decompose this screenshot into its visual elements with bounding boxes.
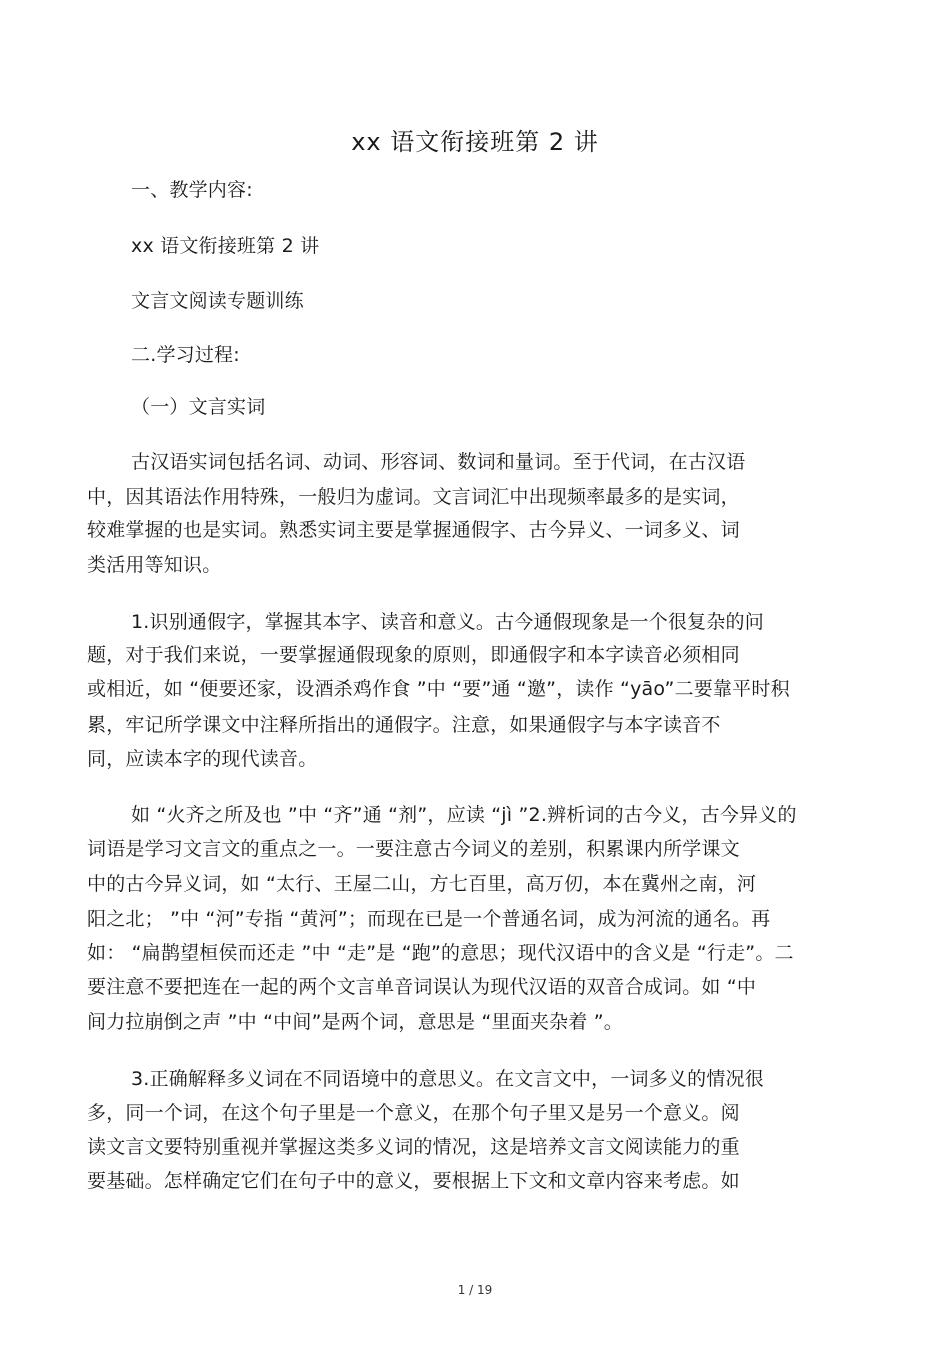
paragraph-line: 中，因其语法作用特殊，一般归为虚词。文言词汇中出现频率最多的是实词， <box>87 486 740 508</box>
paragraph-line: 3.正确解释多义词在不同语境中的意思义。在文言文中，一词多义的情况很 <box>131 1068 764 1090</box>
page-title: xx 语文衔接班第 2 讲 <box>351 128 599 156</box>
paragraph-line: 读文言文要特别重视并掌握这类多义词的情况，这是培养文言文阅读能力的重 <box>87 1136 740 1158</box>
paragraph-line: 中的古今异义词，如 “太行、王屋二山，方七百里，高万仞，本在冀州之南，河 <box>87 873 757 895</box>
paragraph-line: 题，对于我们来说，一要掌握通假现象的原则，即通假字和本字读音必须相同 <box>87 644 740 666</box>
paragraph-line: 类活用等知识。 <box>87 554 222 576</box>
lesson-name: xx 语文衔接班第 2 讲 <box>131 235 320 257</box>
paragraph-line: 词语是学习文言文的重点之一。一要注意古今词义的差别，积累课内所学课文 <box>87 838 740 860</box>
paragraph-line: 阳之北； ”中 “河”专指 “黄河”；而现在已是一个普通名词，成为河流的通名。再 <box>87 908 771 930</box>
section-heading-process: 二.学习过程: <box>131 344 240 366</box>
paragraph-line: 多，同一个词，在这个句子里是一个意义，在那个句子里又是另一个意义。阅 <box>87 1102 740 1124</box>
paragraph-line: 累，牢记所学课文中注释所指出的通假字。注意，如果通假字与本字读音不 <box>87 714 721 736</box>
paragraph-line: 如： “扁鹊望桓侯而还走 ”中 “走”是 “跑”的意思；现代汉语中的含义是 “行走”。二 <box>87 942 794 964</box>
lesson-topic: 文言文阅读专题训练 <box>131 290 304 312</box>
page-number: 1 / 19 <box>457 1283 493 1297</box>
subsection-heading: （一）文言实词 <box>131 396 266 418</box>
paragraph-line: 同，应读本字的现代读音。 <box>87 748 318 770</box>
paragraph-line: 要基础。怎样确定它们在句子中的意义，要根据上下文和文章内容来考虑。如 <box>87 1170 740 1192</box>
section-heading-content: 一、教学内容: <box>131 179 253 201</box>
paragraph-line: 1.识别通假字，掌握其本字、读音和意义。古今通假现象是一个很复杂的问 <box>131 611 764 633</box>
paragraph-line: 要注意不要把连在一起的两个文言单音词误认为现代汉语的双音合成词。如 “中 <box>87 976 757 998</box>
paragraph-line: 古汉语实词包括名词、动词、形容词、数词和量词。至于代词，在古汉语 <box>131 451 746 473</box>
paragraph-line: 间力拉崩倒之声 ”中 “中间”是两个词，意思是 “里面夹杂着 ”。 <box>87 1011 623 1033</box>
paragraph-line: 较难掌握的也是实词。熟悉实词主要是掌握通假字、古今异义、一词多义、词 <box>87 519 740 541</box>
paragraph-line: 如 “火齐之所及也 ”中 “齐”通 “剂”，应读 “jì ”2.辨析词的古今义，古今异义的 <box>131 804 797 826</box>
paragraph-line: 或相近，如 “便要还家，设酒杀鸡作食 ”中 “要”通 “邀”，读作 “yāo”二要靠平时积 <box>87 678 790 700</box>
